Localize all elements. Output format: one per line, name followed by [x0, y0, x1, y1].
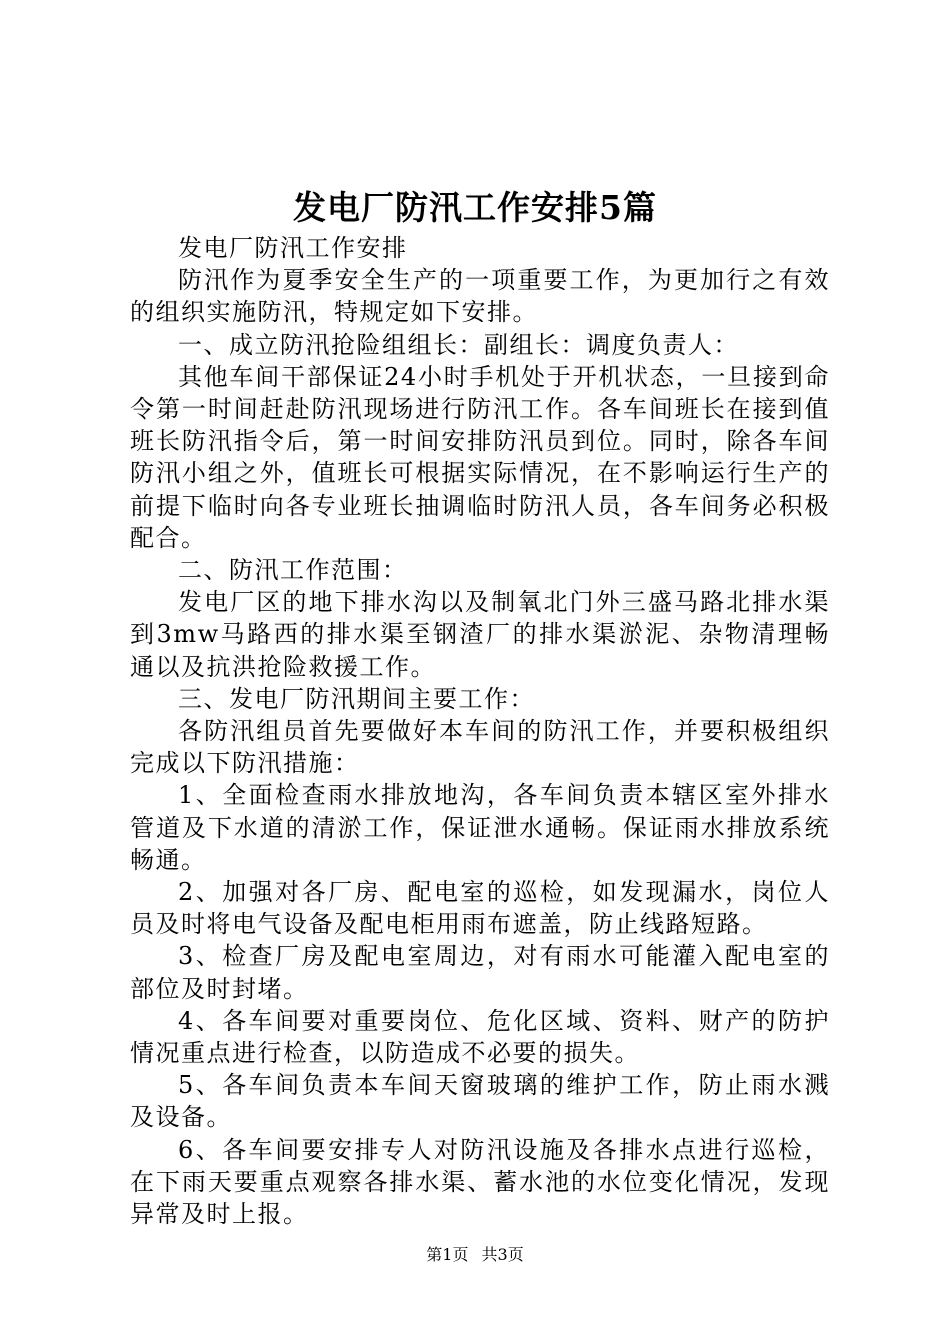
list-item: 5、各车间负责本车间天窗玻璃的维护工作，防止雨水溅及设备。 — [130, 1071, 830, 1132]
paragraph-intro: 防汛作为夏季安全生产的一项重要工作，为更加行之有效的组织实施防汛，特规定如下安排。 — [130, 266, 830, 327]
list-item: 3、检查厂房及配电室周边，对有雨水可能灌入配电室的部位及时封堵。 — [130, 942, 830, 1003]
paragraph: 发电厂区的地下排水沟以及制氧北门外三盛马路北排水渠到3mw马路西的排水渠至钢渣厂的排水渠淤泥、杂物清理畅通以及抗洪抢险救援工作。 — [130, 588, 830, 681]
page-footer — [0, 1244, 950, 1266]
document-body — [130, 232, 830, 1230]
list-item: 2、加强对各厂房、配电室的巡检，如发现漏水，岗位人员及时将电气设备及配电柜用雨布遮盖，防止线路短路。 — [130, 878, 830, 939]
section-heading-3: 三、发电厂防汛期间主要工作： — [178, 684, 535, 713]
paragraph: 其他车间干部保证24小时手机处于开机状态，一旦接到命令第一时间赶赴防汛现场进行防汛工作。各车间班长在接到值班长防汛指令后，第一时间安排防汛员到位。同时，除各车间防汛小组之外，值班长可根据实际情况，在不影响运行生产的前提下临时向各专业班长抽调临时防汛人员，各车间务必积极配合。 — [130, 362, 830, 552]
page-number: 第1页 — [426, 1245, 469, 1264]
section-heading-2: 二、防汛工作范围： — [178, 556, 408, 585]
page-total: 共3页 — [481, 1245, 524, 1264]
paragraph: 各防汛组员首先要做好本车间的防汛工作，并要积极组织完成以下防汛措施： — [130, 717, 830, 778]
document-title: 发电厂防汛工作安排5篇 — [293, 188, 657, 227]
list-item: 6、各车间要安排专人对防汛设施及各排水点进行巡检，在下雨天要重点观察各排水渠、蓄水池的水位变化情况，发现异常及时上报。 — [130, 1135, 830, 1229]
section-heading-1: 一、成立防汛抢险组组长：副组长：调度负责人： — [178, 330, 739, 359]
paragraph-heading: 发电厂防汛工作安排 — [178, 234, 408, 262]
list-item: 4、各车间要对重要岗位、危化区域、资料、财产的防护情况重点进行检查，以防造成不必要的损失。 — [130, 1006, 830, 1068]
list-item: 1、全面检查雨水排放地沟，各车间负责本辖区室外排水管道及下水道的清淤工作，保证泄水通畅。保证雨水排放系统畅通。 — [130, 781, 830, 874]
